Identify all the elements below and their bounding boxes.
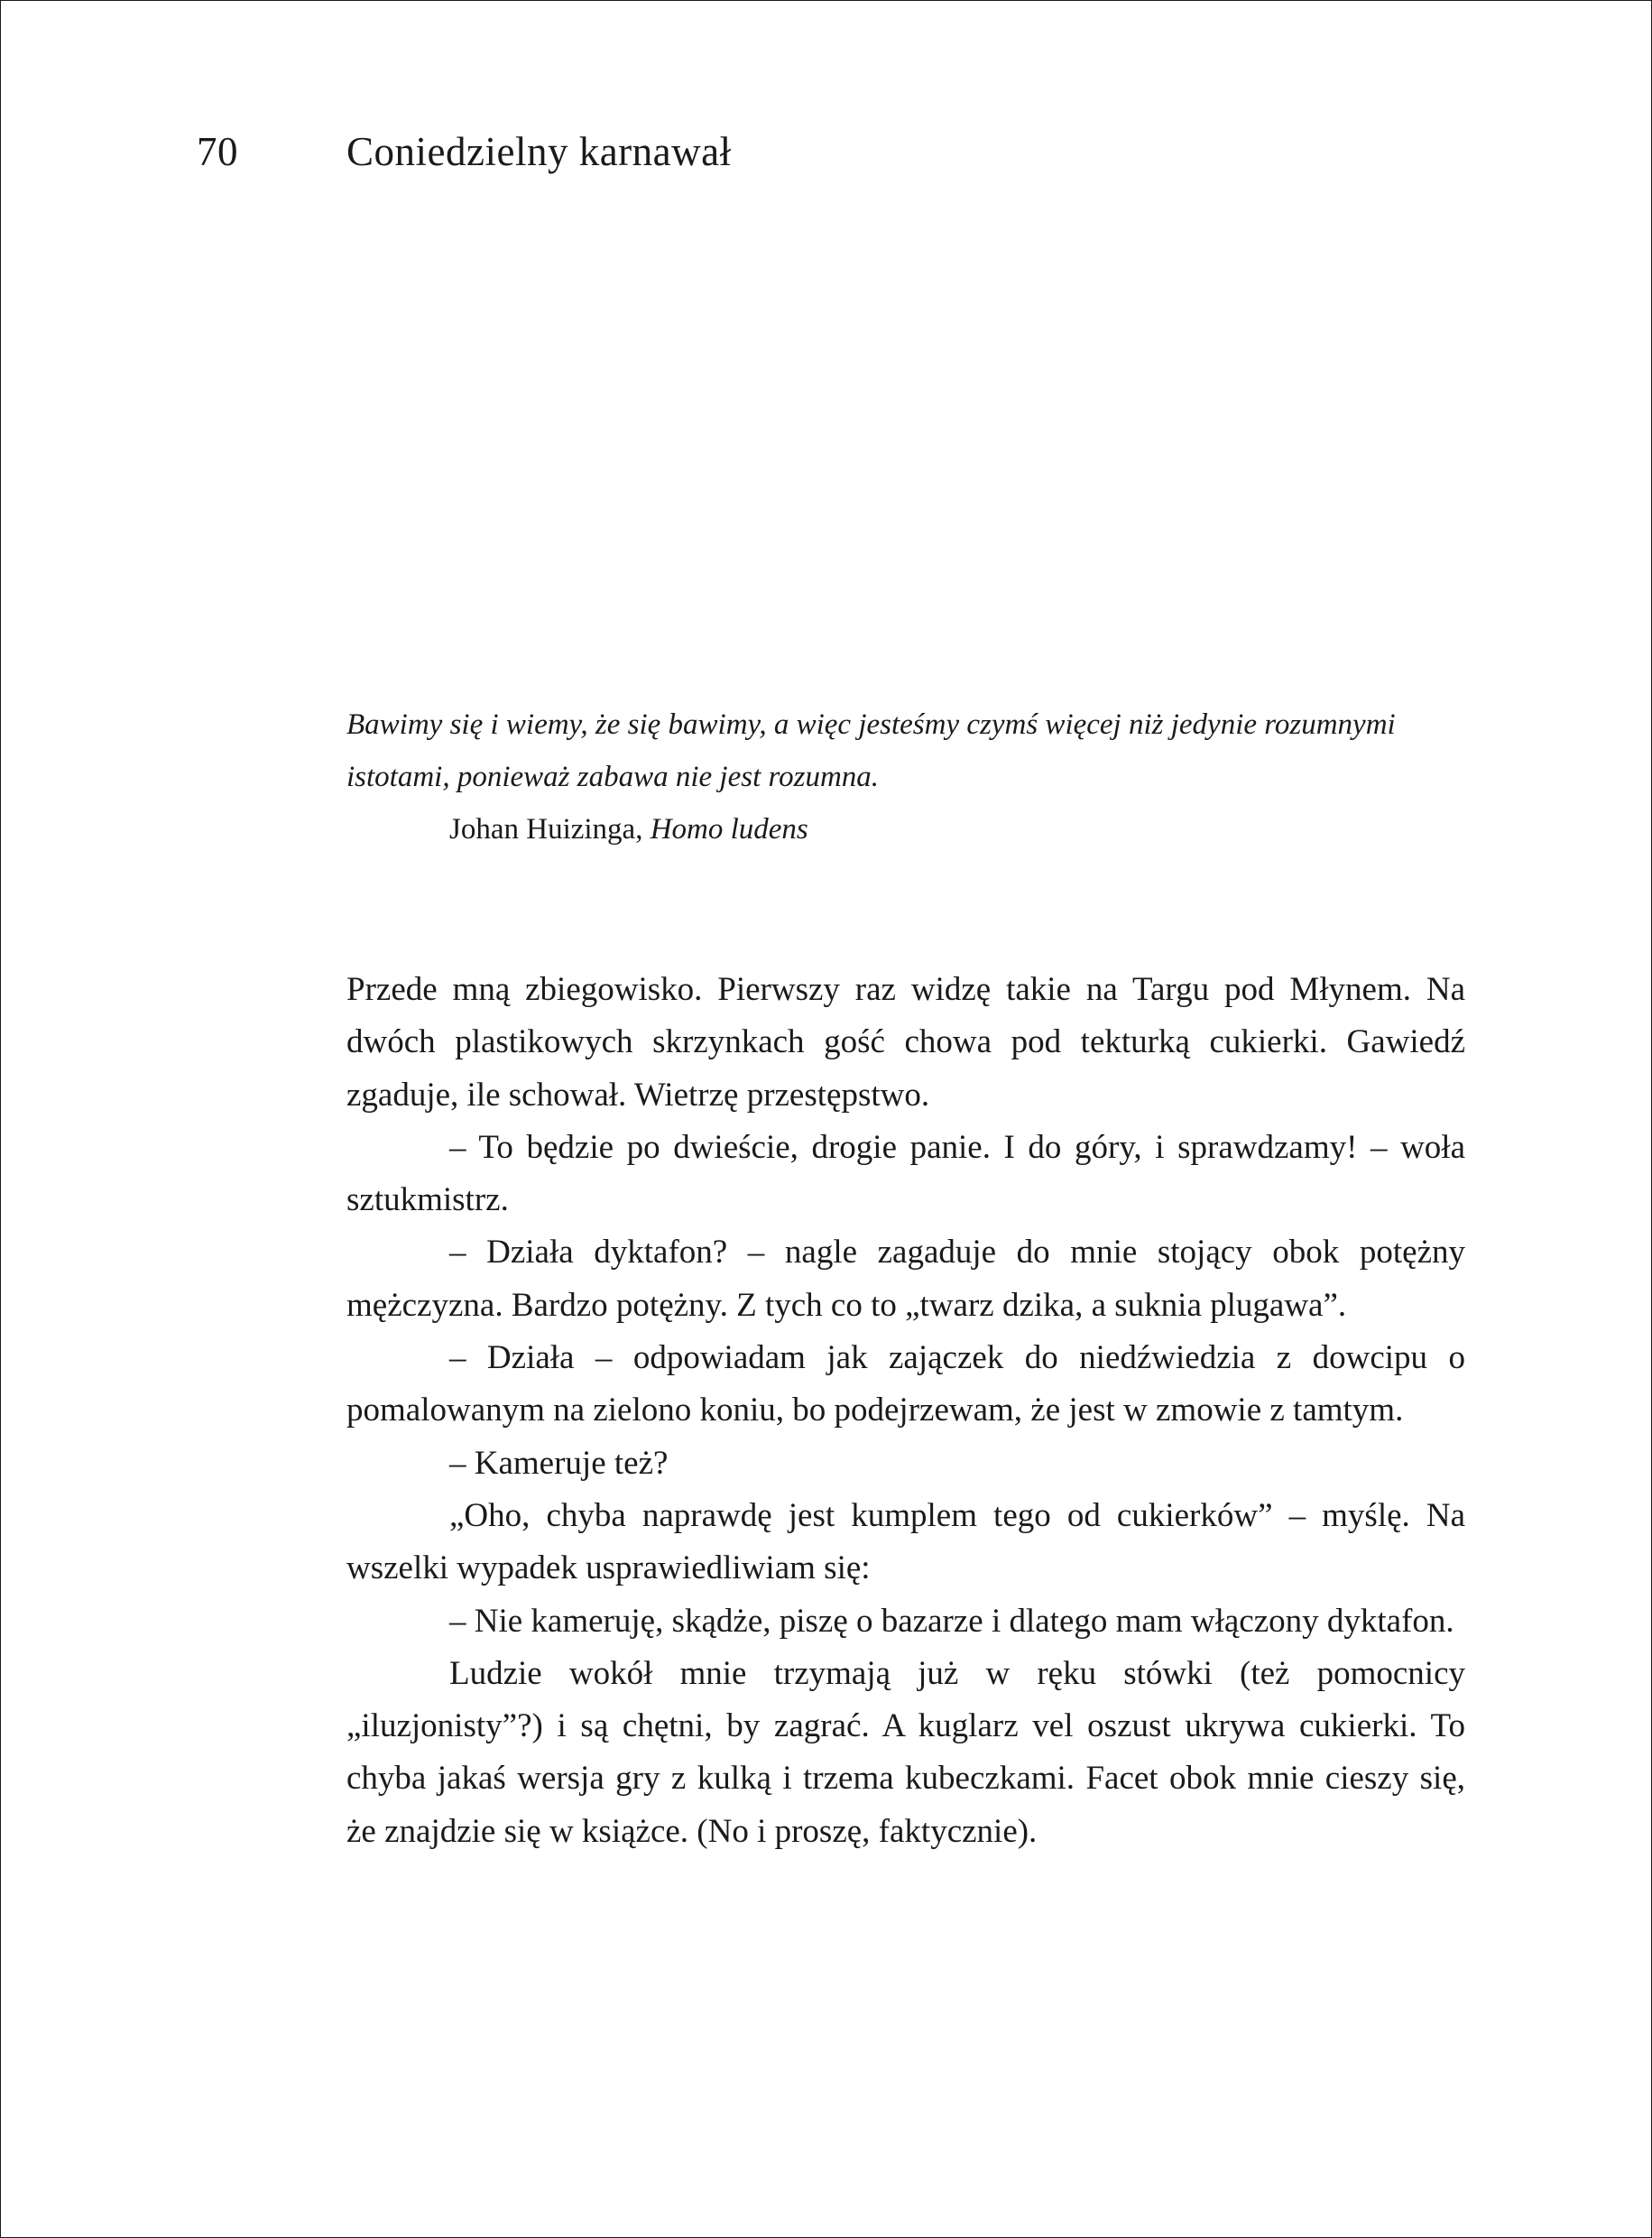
paragraph: „Oho, chyba naprawdę jest kumplem tego od cukierków” – myślę. Na wszelki wypadek usprawiedliwiam się:	[346, 1496, 1465, 1587]
paragraph: – Działa dyktafon? – nagle zagaduje do mnie stojący obok potężny mężczyzna. Bardzo potężny. Z tych co to „twarz dzika, a suknia plugawa”.	[346, 1234, 1465, 1324]
running-title: Coniedzielny karnawał	[346, 129, 732, 174]
paragraph: – To będzie po dwieście, drogie panie. I do góry, i sprawdzamy! – woła sztukmistrz.	[346, 1128, 1465, 1219]
paragraph: – Działa – odpowiadam jak zajączek do niedźwiedzia z dowcipu o pomalowanym na zielono koniu, bo podejrzewam, że jest w zmowie z tamtym.	[346, 1339, 1465, 1429]
chapter-body	[346, 964, 1465, 1858]
paragraph: – Nie kameruję, skądże, piszę o bazarze i dlatego mam włączony dyktafon.	[449, 1602, 1454, 1640]
epigraph-author: Johan Huizinga,	[449, 813, 651, 846]
epigraph-work-title: Homo ludens	[650, 813, 808, 846]
paragraph: – Kameruje też?	[449, 1444, 669, 1482]
paragraph: Ludzie wokół mnie trzymają już w ręku stówki (też pomocnicy „iluzjonisty”?) i są chętni, by zagrać. A kuglarz vel oszust ukrywa cukierki. To chyba jakaś wersja gry z kulką i trzema kubeczkami. Facet obok mnie cieszy się, że znajdzie się w książce. (No i proszę, faktycznie).	[346, 1654, 1465, 1850]
epigraph	[346, 698, 1483, 855]
page-number: 70	[197, 129, 238, 174]
paragraph: Przede mną zbiegowisko. Pierwszy raz widzę takie na Targu pod Młynem. Na dwóch plastikowych skrzynkach gość chowa pod tekturką cukierki. Gawiedź zgaduje, ile schował. Wietrzę przestępstwo.	[346, 971, 1465, 1114]
epigraph-attribution	[346, 803, 1483, 855]
epigraph-quote: Bawimy się i wiemy, że się bawimy, a więc jesteśmy czymś więcej niż jedynie rozumnymi istotami, ponieważ zabawa nie jest rozumna.	[346, 708, 1396, 793]
